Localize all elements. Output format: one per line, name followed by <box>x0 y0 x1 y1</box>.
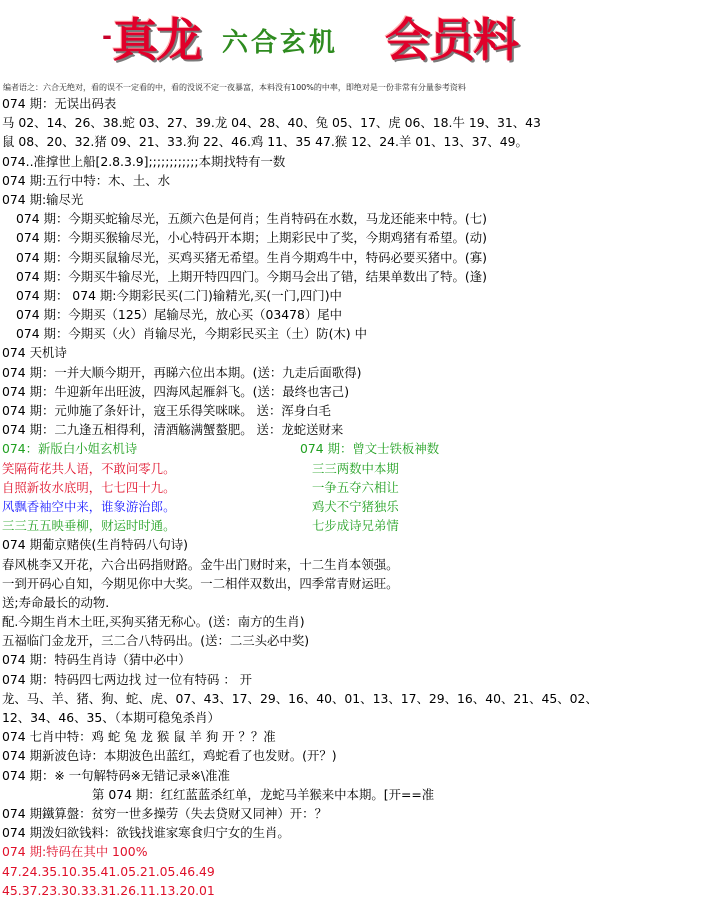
line-24: 074 期葡京赌侠(生肖特码八句诗) <box>2 537 188 553</box>
line-33: 12、34、46、35、（本期可稳兔杀肖） <box>2 710 220 725</box>
line-14: 074 天机诗 <box>2 345 67 361</box>
line-35: 074 期新波色诗：本期波色出蓝红，鸡蛇看了也发财。(开？) <box>2 748 337 764</box>
line-13: 074 期：今期买（火）肖输尽光，今期彩民买主（土）防(木) 中 <box>16 326 367 342</box>
line-38: 074 期鐵算盤：贫穷一世多操劳（失去贷财又同神）开：？ <box>2 805 327 821</box>
poem-right-2: 一争五夺六相让 <box>312 479 399 495</box>
line-21 <box>2 478 718 497</box>
line-15: 074 期：一并大顺今期开，再睇六位出本期。(送：九走后面歌得) <box>2 364 362 380</box>
line-25: 春风桃李又开花，六合出码指财路。金牛出门财时来，十二生肖本领强。 <box>2 556 399 572</box>
line-40: 074 期:特码在其中 100% <box>2 844 148 860</box>
content-lines <box>2 94 718 900</box>
line-23 <box>2 516 718 535</box>
banner-title-mid: 六合玄机 <box>222 28 339 58</box>
line-06: 074 期:输尽光 <box>2 191 84 207</box>
line-32: 龙、马、羊、猪、狗、蛇、虎、07、43、17、29、16、40、01、13、17、29、16、40、21、45、02、 <box>2 690 598 706</box>
line-26: 一到开码心自知，今期见你中大奖。一二相伴双数出，四季常青财运旺。 <box>2 575 399 591</box>
poem-right-1: 三三两数中本期 <box>312 460 399 476</box>
line-04: 074..准撑世上船[2.8.3.9];;;;;;;;;;;;本期找特有一数 <box>2 153 286 169</box>
poem-left-1: 笑隔荷花共人语，不敢问零几。 <box>2 460 176 476</box>
banner-title-right: 会员料 <box>385 13 517 67</box>
line-22 <box>2 497 718 516</box>
line-42: 45.37.23.30.33.31.26.11.13.20.01 <box>2 882 215 898</box>
poem-left-3: 风飘香袖空中来，谁象游治郎。 <box>2 498 176 514</box>
line-07: 074 期：今期买蛇输尽光，五颜六色是何肖；生肖特码在水数，马龙还能来中特。(七) <box>16 211 487 227</box>
line-29: 五福临门金龙开，三二合八特码出。(送：二三头必中奖) <box>2 633 310 649</box>
banner-dash: - <box>102 22 112 50</box>
header-banner <box>0 0 720 72</box>
line-37: 第 074 期：红红蓝蓝杀红单，龙蛇马羊猴来中本期。[开==准 <box>92 786 435 802</box>
line-34: 074 七肖中特：鸡 蛇 兔 龙 猴 鼠 羊 狗 开 ？？准 <box>2 729 276 745</box>
line-31: 074 期：特码四七两边找 过一位有特码 ： 开 <box>2 671 253 687</box>
poem-left-2: 自照新妆水底明，七七四十九。 <box>2 479 176 495</box>
line-10: 074 期：今期买牛输尽光，上期开特四四门。今期马会出了错，结果单数出了特。(逢) <box>16 268 487 284</box>
banner-title-left: 真龙 <box>112 13 200 67</box>
line-05: 074 期:五行中特：木、土、水 <box>2 172 171 188</box>
line-20 <box>2 459 718 478</box>
line-17: 074 期：元帅施了条奸计，寇王乐得笑咪咪。 送：浑身白毛 <box>2 403 331 418</box>
line-30: 074 期：特码生肖诗（猜中必中） <box>2 652 191 668</box>
poem-heading-left: 074：新版白小姐玄机诗 <box>2 441 138 457</box>
line-16: 074 期：牛迎新年出旺波，四海风起雁斜飞。(送：最终也害己) <box>2 383 350 399</box>
line-02: 马 02、14、26、38.蛇 03、27、39.龙 04、28、40、兔 05、17、虎 06、18.牛 19、31、43 <box>2 115 541 131</box>
line-39: 074 期泼妇欲钱料：欲钱找谁家寒食归宁女的生肖。 <box>2 825 290 841</box>
line-36: 074 期：※ 一句解特码※无错记录※\准准 <box>2 767 230 783</box>
line-03: 鼠 08、20、32.猪 09、21、33.狗 22、46.鸡 11、35 47.猴 12、24.羊 01、13、37、49。 <box>2 134 528 150</box>
line-19 <box>2 439 718 458</box>
line-28: 配.今期生肖木土旺,买狗买猪无称心。(送：南方的生肖) <box>2 614 305 630</box>
line-11: 074 期： 074 期:今期彩民买(二门)输精光,买(一门,四门)中 <box>16 287 342 303</box>
line-12: 074 期：今期买（125）尾输尽光，放心买（03478）尾中 <box>16 307 343 323</box>
poem-right-4: 七步成诗兄弟情 <box>312 518 399 534</box>
line-01: 074 期：无误出码表 <box>2 96 117 111</box>
line-41: 47.24.35.10.35.41.05.21.05.46.49 <box>2 863 215 879</box>
line-09: 074 期：今期买鼠输尽光，买鸡买猪无希望。生肖今期鸡牛中，特码必要买猪中。(寡) <box>16 249 487 265</box>
poem-heading-right: 074 期：曾文士铁板神数 <box>300 441 440 457</box>
line-27: 送;寿命最长的动物. <box>2 594 110 610</box>
line-08: 074 期：今期买猴输尽光，小心特码开本期；上期彩民中了奖，今期鸡猪有希望。(动) <box>16 230 487 246</box>
editor-note: 编者语之：六合无绝对，看的误不一定看的中，看的没说不定一夜暴富，本料没有100%的中率，即绝对是一份非常有分量参考资料 <box>3 83 466 92</box>
poem-right-3: 鸡犬不宁猪独乐 <box>312 498 399 514</box>
line-18: 074 期：二九逢五相得利，清酒觞满蟹螯肥。 送：龙蛇送财来 <box>2 422 344 438</box>
poem-left-4: 三三五五映垂柳，财运时时通。 <box>2 518 176 534</box>
